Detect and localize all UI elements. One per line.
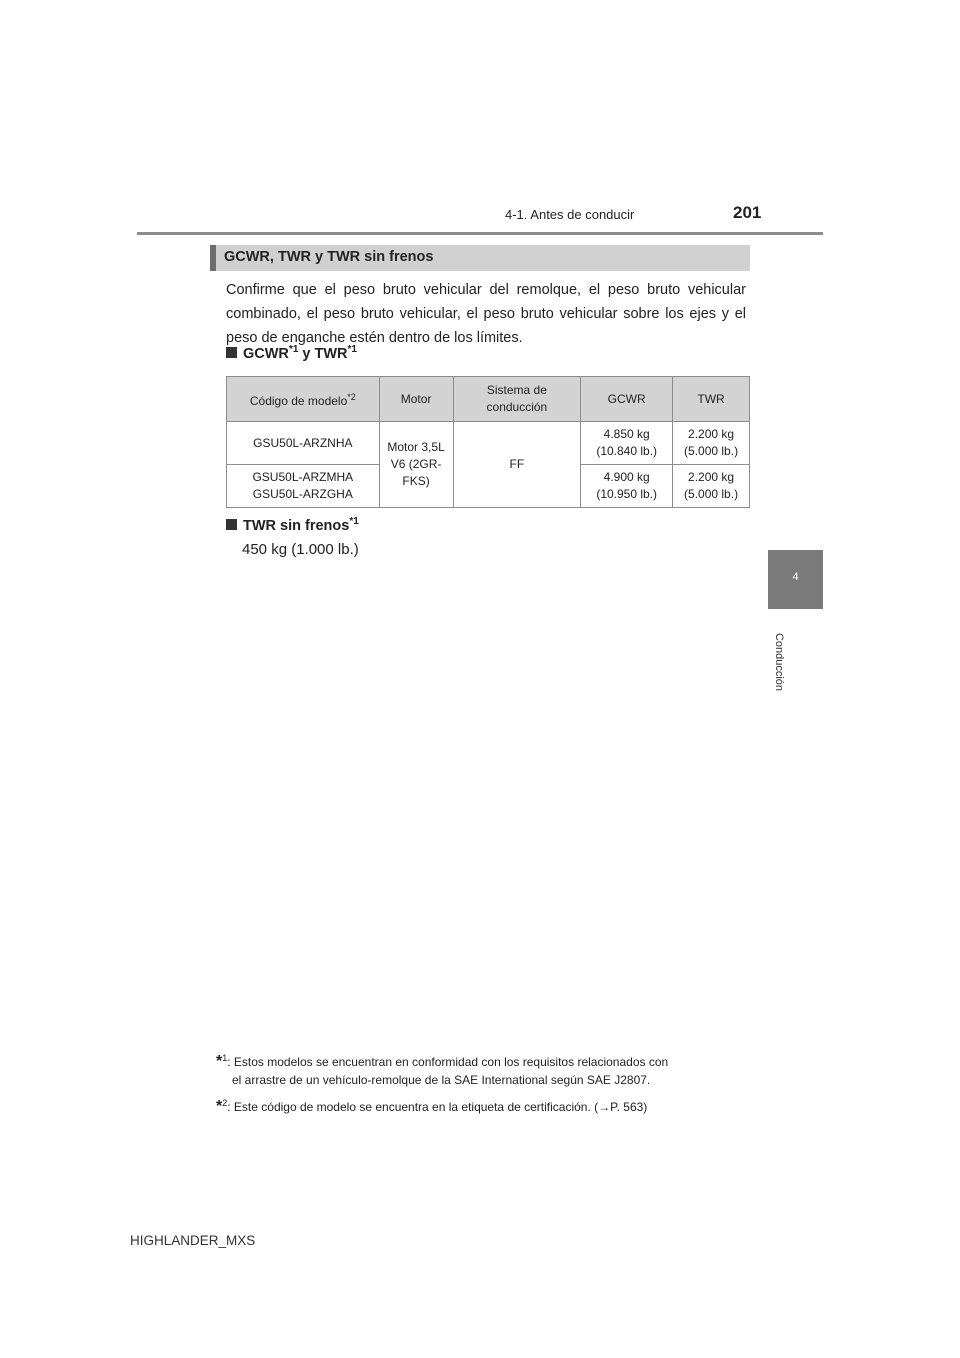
header-gcwr: GCWR [581,377,673,422]
cell-model-code: GSU50L-ARZNHA [227,422,380,465]
page-number: 201 [733,203,762,222]
header-drive-system: Sistema de conducción [453,377,581,422]
spec-table [226,376,750,508]
table-row [227,422,750,465]
cell-motor: Motor 3,5L V6 (2GR- FKS) [379,422,453,508]
intro-paragraph: Confirme que el peso bruto vehicular del remolque, el peso bruto vehicular combinado, el peso bruto vehicular, el peso bruto vehicular sobre los ejes y el peso de enganche estén dentro de los límites. [226,282,746,346]
header-motor: Motor [379,377,453,422]
chapter-number: 4 [792,571,799,583]
header-twr: TWR [673,377,750,422]
footnote-1: *$^1$: Estos modelos se encuentran en conformidad con los requisitos relacionados con el arrastre de un vehículo-remolque de la SAE International según SAE J2807. [216,1053,669,1087]
model-name: HIGHLANDER_MXS [130,1233,256,1248]
cell-drive-system: FF [453,422,581,508]
subsection-gcwr-twr: GCWR$^{*1}$ y TWR$^{*1}$ [226,344,357,362]
square-bullet-icon [226,519,237,530]
section-header-accent [210,245,216,271]
subsection-twr-without-brakes: TWR sin frenos$^{*1}$ [226,516,359,534]
chapter-label-text: Conducción [773,632,785,692]
page-reference: (→P. 563) [594,1100,648,1114]
cell-gcwr: 4.850 kg (10.840 lb.) [581,422,673,465]
cell-gcwr: 4.900 kg (10.950 lb.) [581,465,673,508]
header-model-code: Código de modelo$^{*2}$ [227,377,380,422]
table-header-row [227,377,750,422]
cell-model-code: GSU50L-ARZMHA GSU50L-ARZGHA [227,465,380,508]
section-title: GCWR, TWR y TWR sin frenos [224,249,434,265]
chapter-label [768,617,790,717]
square-bullet-icon [226,347,237,358]
footnote-2: *$^2$: Este código de modelo se encuentra en la etiqueta de certificación. (→P. 563) [216,1098,648,1115]
header-section-title: 4-1. Antes de conducir [505,207,635,222]
header-rule [137,232,823,235]
twr-without-brakes-value: 450 kg (1.000 lb.) [242,541,359,558]
cell-twr: 2.200 kg (5.000 lb.) [673,465,750,508]
cell-twr: 2.200 kg (5.000 lb.) [673,422,750,465]
